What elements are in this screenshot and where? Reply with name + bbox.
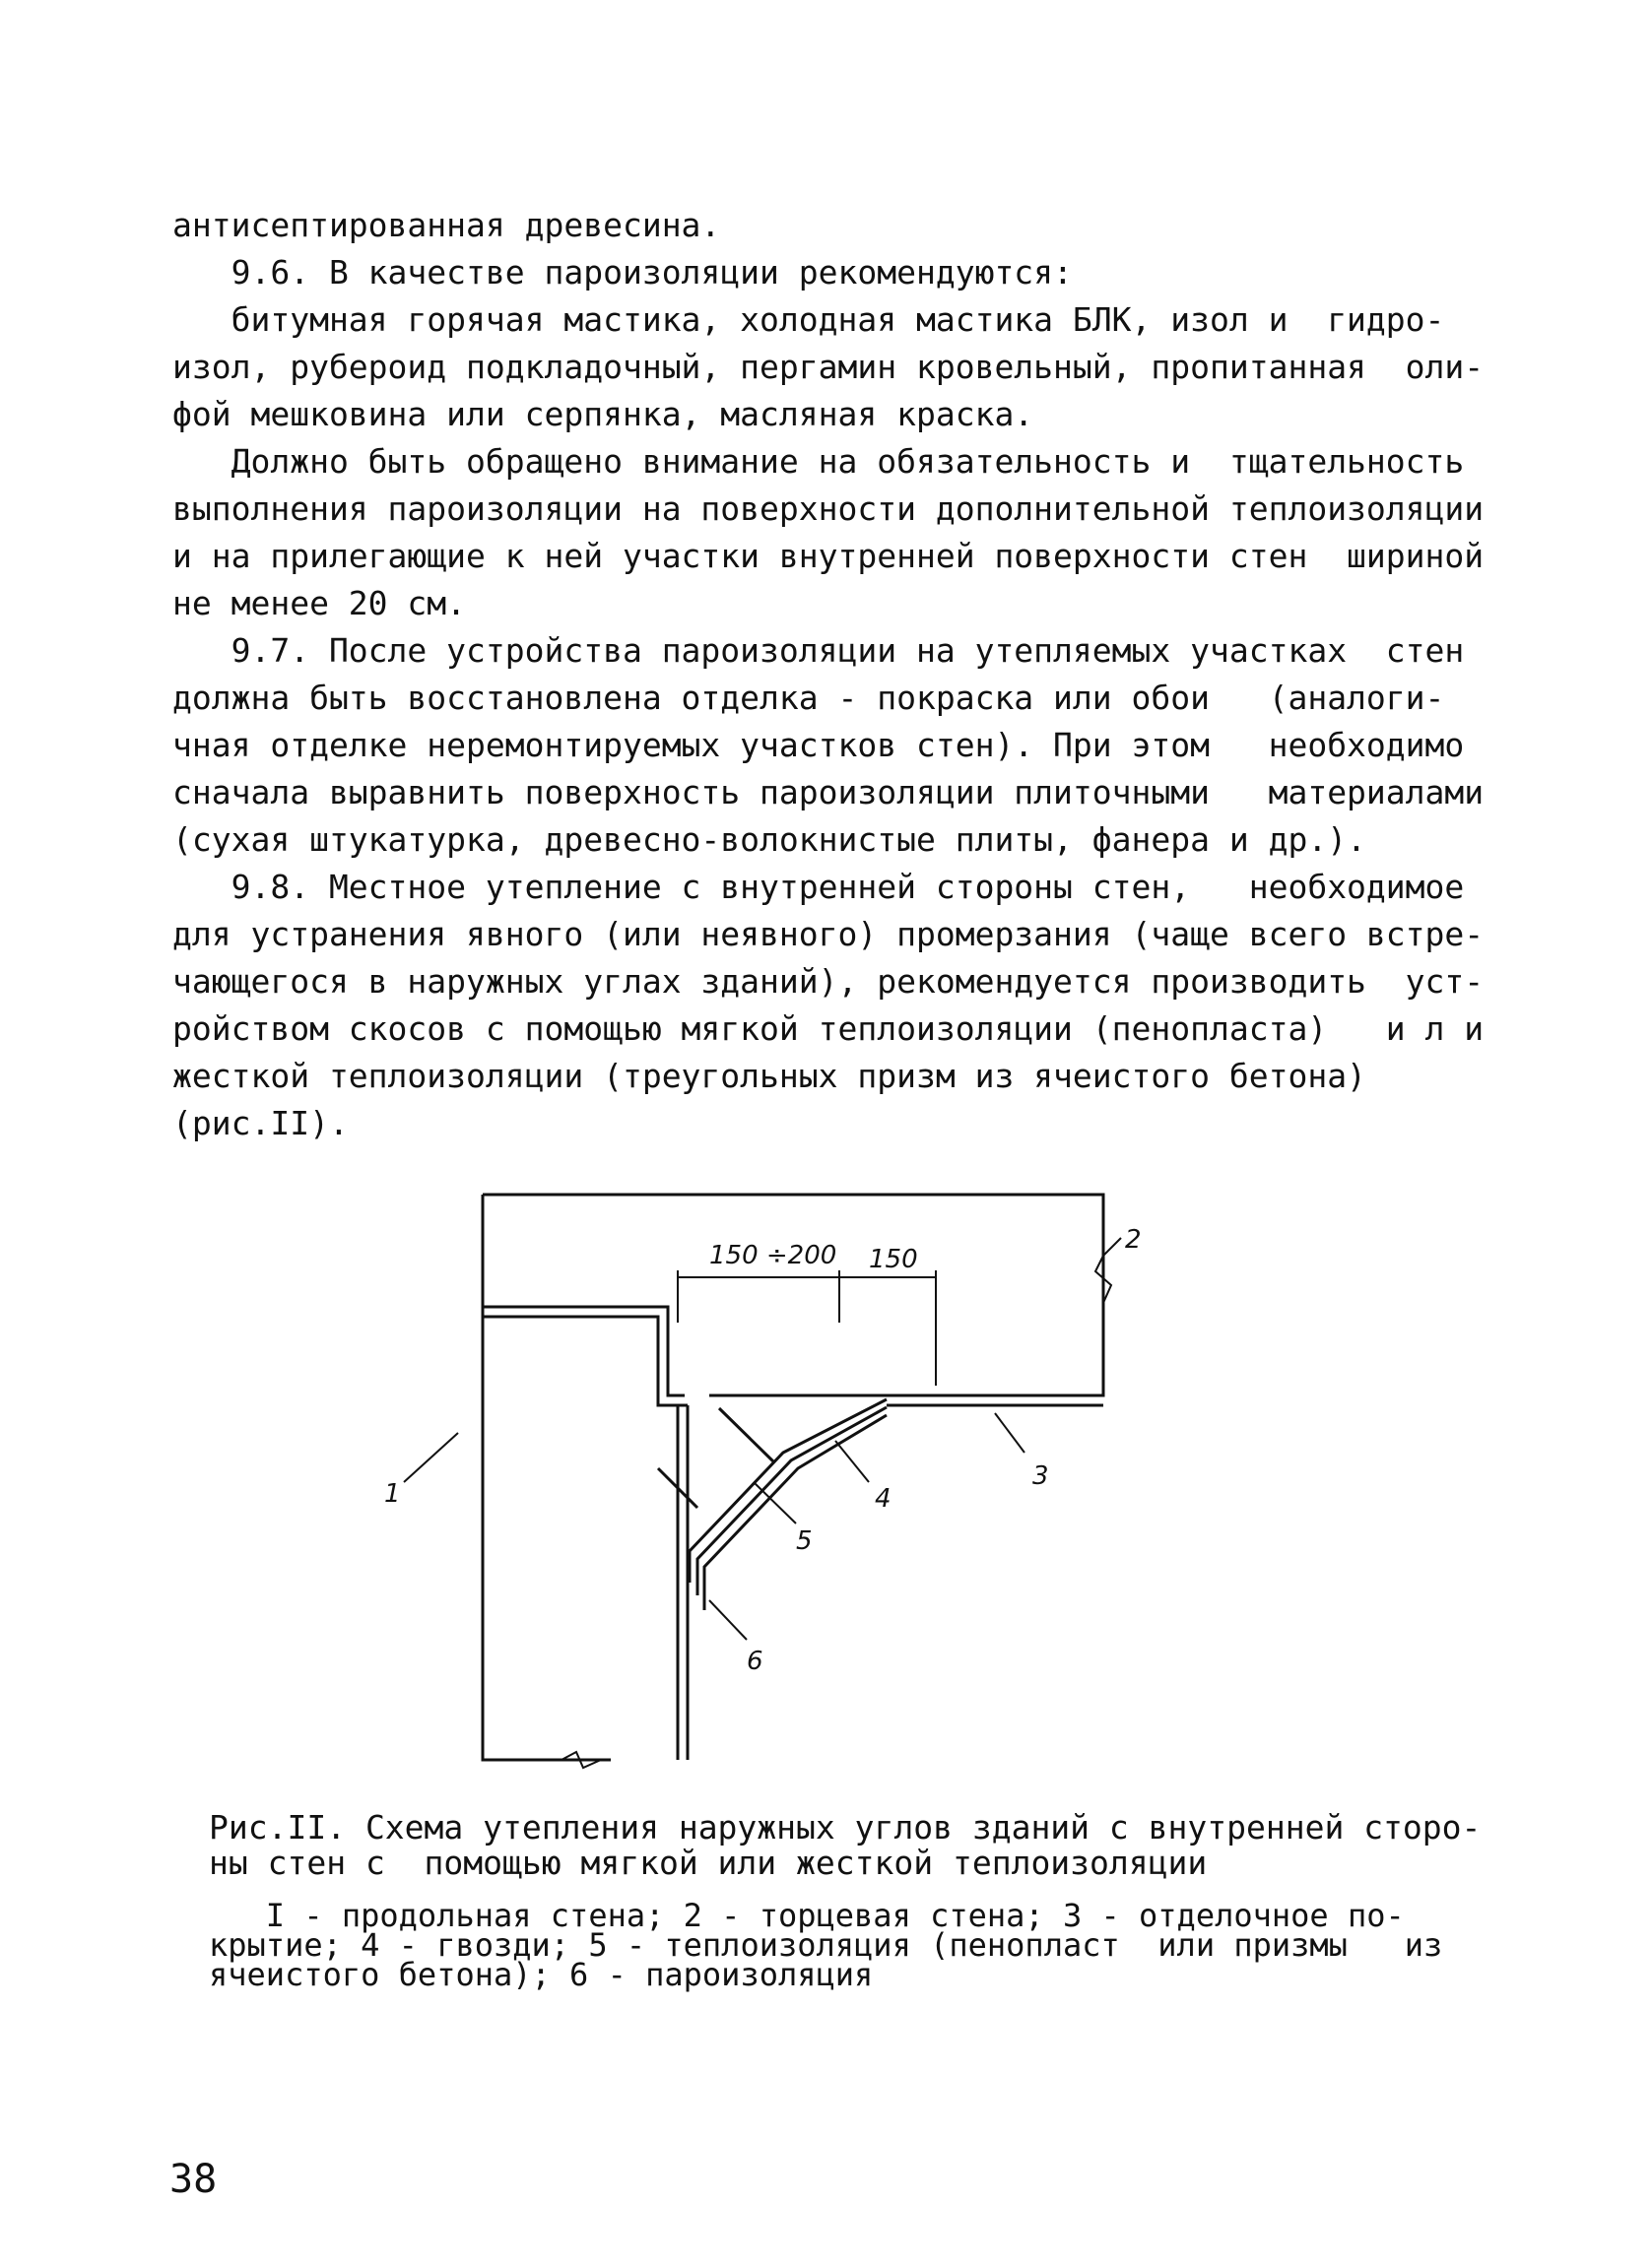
- legend-line: I - продольная стена; 2 - торцевая стена; 3 - отделочное по-: [209, 1897, 1405, 1934]
- insulation-bevel-inner: [704, 1415, 887, 1610]
- insulation-bevel-outer: [690, 1399, 887, 1583]
- text-line: не менее 20 см.: [172, 584, 467, 622]
- leader-5: [754, 1482, 796, 1523]
- text-line: 9.7. После устройства пароизоляции на утепляемых участках стен: [172, 631, 1465, 670]
- dimension-label-secondary: 150: [869, 1245, 918, 1274]
- leader-1: [404, 1433, 458, 1482]
- label-4: 4: [875, 1484, 892, 1514]
- label-1: 1: [384, 1479, 401, 1509]
- text-line: антисептированная древесина.: [172, 206, 721, 244]
- end-wall-outline: [483, 1195, 1103, 1395]
- caption-line: Рис.II. Схема утепления наружных углов зданий с внутренней сторо-: [209, 1808, 1482, 1847]
- legend-line: крытие; 4 - гвозди; 5 - теплоизоляция (пенопласт или призмы из: [209, 1926, 1443, 1964]
- wall-corner-diagram: [384, 1177, 1162, 1768]
- text-line: изол, рубероид подкладочный, пергамин кровельный, пропитанная оли-: [172, 348, 1485, 386]
- body-text: [172, 202, 1485, 1147]
- leader-2: [1103, 1238, 1121, 1256]
- text-line: фой мешковина или серпянка, масляная краска.: [172, 395, 1034, 433]
- text-line: битумная горячая мастика, холодная мастика БЛК, изол и гидро-: [172, 300, 1445, 339]
- legend-line: ячеистого бетона); 6 - пароизоляция: [209, 1956, 874, 1993]
- leader-3: [995, 1413, 1024, 1453]
- text-line: 9.6. В качестве пароизоляции рекомендуются:: [172, 253, 1073, 292]
- text-line: (рис.II).: [172, 1104, 349, 1142]
- label-2: 2: [1125, 1225, 1142, 1255]
- text-line: и на прилегающие к ней участки внутренней поверхности стен шириной: [172, 537, 1485, 575]
- figure-legend: [209, 1897, 1480, 1993]
- text-line: 9.8. Местное утепление с внутренней стороны стен, необходимое: [172, 868, 1465, 906]
- caption-line: ны стен с помощью мягкой или жесткой теплоизоляции: [209, 1844, 1208, 1882]
- page-number: 38: [169, 2157, 218, 2202]
- label-5: 5: [796, 1526, 813, 1556]
- leader-4: [835, 1441, 869, 1482]
- text-line: сначала выравнить поверхность пароизоляции плиточными материалами: [172, 773, 1485, 811]
- text-line: чная отделке неремонтируемых участков стен). При этом необходимо: [172, 726, 1465, 764]
- label-6: 6: [747, 1647, 763, 1676]
- insulation-bevel-middle: [697, 1407, 887, 1595]
- text-line: Должно быть обращено внимание на обязательность и тщательность: [172, 442, 1465, 481]
- leader-6: [709, 1600, 747, 1640]
- text-line: (сухая штукатурка, древесно-волокнистые плиты, фанера и др.).: [172, 820, 1366, 859]
- dimension-label-main: 150 ÷200: [709, 1241, 837, 1270]
- text-line: должна быть восстановлена отделка - покраска или обои (аналоги-: [172, 679, 1445, 717]
- inner-corner-line: [483, 1307, 685, 1395]
- inner-corner-line-2: [483, 1317, 688, 1405]
- figure-caption: [209, 1810, 1480, 1881]
- nail: [719, 1408, 774, 1462]
- text-line: жесткой теплоизоляции (треугольных призм из ячеистого бетона): [172, 1057, 1366, 1095]
- text-line: выполнения пароизоляции на поверхности дополнительной теплоизоляции: [172, 489, 1485, 528]
- long-wall-outline: [483, 1195, 611, 1760]
- text-line: чающегося в наружных углах зданий), рекомендуется производить уст-: [172, 962, 1485, 1001]
- label-3: 3: [1032, 1461, 1049, 1491]
- text-line: для устранения явного (или неявного) промерзания (чаще всего встре-: [172, 915, 1485, 953]
- text-line: ройством скосов с помощью мягкой теплоизоляции (пенопласта) и л и: [172, 1009, 1485, 1048]
